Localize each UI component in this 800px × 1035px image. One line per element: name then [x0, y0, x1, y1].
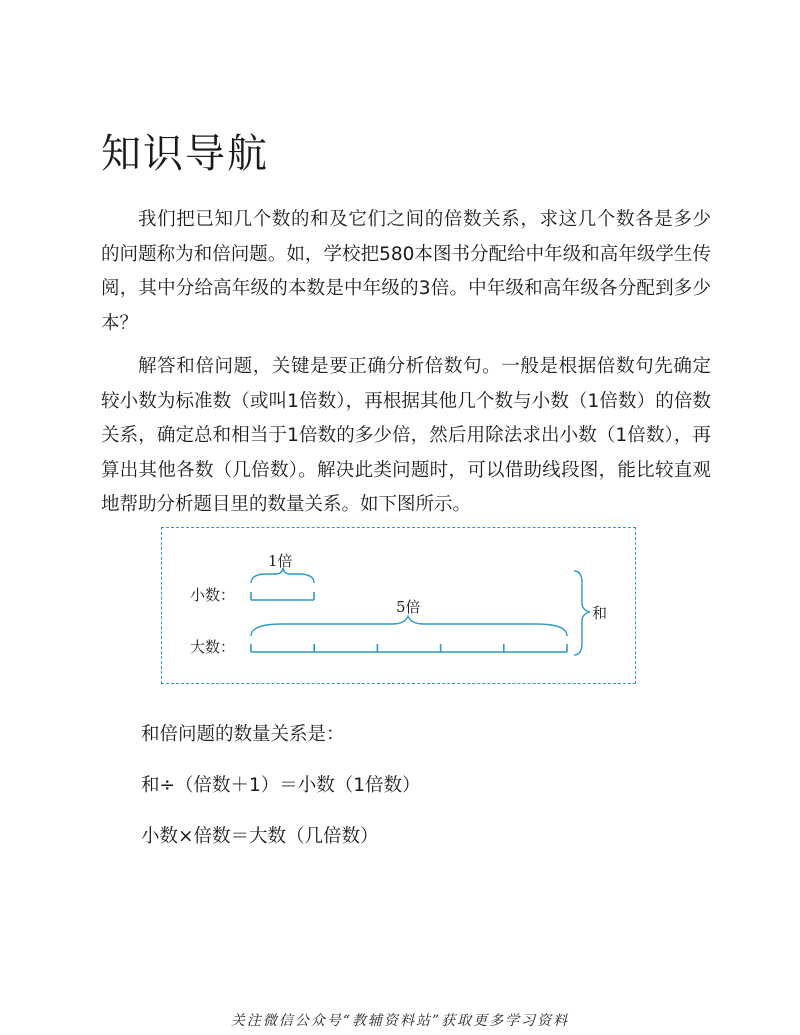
five-times-label: 5倍 [396, 598, 421, 616]
five-times-brace [251, 616, 567, 636]
footer-watermark: 关注微信公众号“教辅资料站”获取更多学习资料 [230, 1013, 570, 1029]
small-number-label: 小数： [190, 586, 236, 604]
sum-label: 和 [592, 604, 608, 622]
one-times-brace [251, 568, 314, 583]
sum-brace [574, 571, 590, 655]
large-number-label: 大数： [190, 638, 236, 656]
page-title: 知识导航 [101, 131, 269, 177]
large-number-segment [251, 644, 567, 652]
diagram-canvas [162, 528, 637, 685]
formula-small-number: 和÷（倍数＋1）＝小数（1倍数） [141, 775, 421, 796]
small-number-segment [251, 592, 314, 600]
intro-paragraph: 我们把已知几个数的和及它们之间的倍数关系，求这几个数各是多少的问题称为和倍问题。如，学校把580本图书分配给中年级和高年级学生传阅，其中分给高年级的本数是中年级的3倍。中年级和高年级各分配到多少本？ [101, 209, 711, 334]
method-paragraph: 解答和倍问题，关键是要正确分析倍数句。一般是根据倍数句先确定较小数为标准数（或叫1倍数），再根据其他几个数与小数（1倍数）的倍数关系，确定总和相当于1倍数的多少倍，然后用除法求出小数（1倍数），再算出其他各数（几倍数）。解决此类问题时，可以借助线段图，能比较直观地帮助分析题目里的数量关系。如下图所示。 [101, 356, 711, 515]
formula-large-number: 小数×倍数＝大数（几倍数） [141, 826, 379, 847]
line-segment-diagram [161, 527, 636, 684]
one-times-label: 1倍 [268, 552, 293, 570]
relation-heading: 和倍问题的数量关系是： [141, 724, 345, 745]
